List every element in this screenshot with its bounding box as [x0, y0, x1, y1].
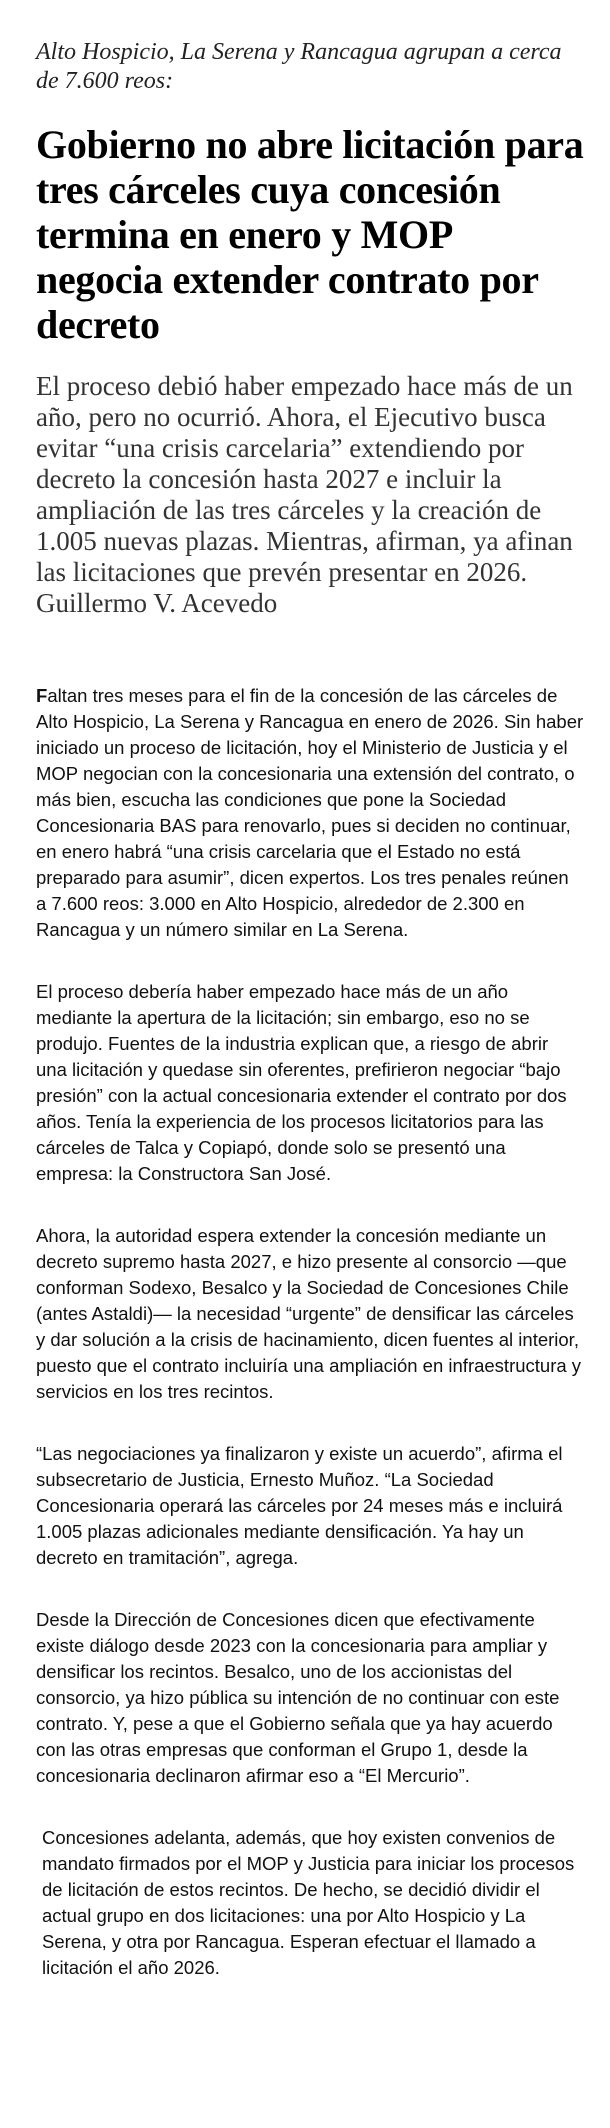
article — [36, 38, 584, 2017]
drop-initial: F — [36, 685, 48, 706]
article-kicker: Alto Hospicio, La Serena y Rancagua agrupan a cerca de 7.600 reos: — [36, 39, 562, 94]
article-headline: Gobierno no abre licitación para tres cárceles cuya concesión termina en enero y MOP negocia extender contrato por decreto — [36, 122, 584, 347]
body-paragraph-2: El proceso debería haber empezado hace más de un año mediante la apertura de la licitación; sin embargo, eso no se produjo. Fuentes de la industria explican que, a riesgo de abrir una licitación y quedase sin oferentes, prefirieron negociar “bajo presión” con la actual concesionaria extender el contrato por dos años. Tenía la experiencia de los procesos licitatorios para las cárceles de Talca y Copiapó, donde solo se presentó una empresa: la Constructora San José. — [36, 981, 567, 1184]
article-body — [36, 683, 584, 1981]
body-paragraph-5: Desde la Dirección de Concesiones dicen que efectivamente existe diálogo desde 2023 con la concesionaria para ampliar y densificar los recintos. Besalco, uno de los accionistas del consorcio, ya hizo pública su intención de no continuar con este contrato. Y, pese a que el Gobierno señala que ya hay acuerdo con las otras empresas que conforman el Grupo 1, desde la concesionaria declinaron afirmar eso a “El Mercurio”. — [36, 1609, 560, 1786]
article-deck: El proceso debió haber empezado hace más de un año, pero no ocurrió. Ahora, el Ejecutivo busca evitar “una crisis carcelaria” extendiendo por decreto la concesión hasta 2027 e incluir la ampliación de las tres cárceles y la creación de 1.005 nuevas plazas. Mientras, afirman, ya afinan las licitaciones que prevén presentar en 2026. Guillermo V. Acevedo — [36, 371, 573, 618]
body-paragraph-4: “Las negociaciones ya finalizaron y existe un acuerdo”, afirma el subsecretario de Justicia, Ernesto Muñoz. “La Sociedad Concesionaria operará las cárceles por 24 meses más e incluirá 1.005 plazas adicionales mediante densificación. Ya hay un decreto en tramitación”, agrega. — [36, 1443, 563, 1568]
body-paragraph-1-text: altan tres meses para el fin de la concesión de las cárceles de Alto Hospicio, La Serena y Rancagua en enero de 2026. Sin haber iniciado un proceso de licitación, hoy el Ministerio de Justicia y el MOP negocian con la concesionaria una extensión del contrato, o más bien, escucha las condiciones que pone la Sociedad Concesionaria BAS para renovarlo, pues si deciden no continuar, en enero habrá “una crisis carcelaria que el Estado no está preparado para asumir”, dicen expertos. Los tres penales reúnen a 7.600 reos: 3.000 en Alto Hospicio, alrededor de 2.300 en Rancagua y un número similar en La Serena. — [36, 685, 584, 940]
body-paragraph-6: Concesiones adelanta, además, que hoy existen convenios de mandato firmados por el MOP y Justicia para iniciar los procesos de licitación de estos recintos. De hecho, se decidió dividir el actual grupo en dos licitaciones: una por Alto Hospicio y La Serena, y otra por Rancagua. Esperan efectuar el llamado a licitación el año 2026. — [42, 1827, 575, 1978]
body-paragraph-3: Ahora, la autoridad espera extender la concesión mediante un decreto supremo hasta 2027, e hizo presente al consorcio —que conforman Sodexo, Besalco y la Sociedad de Concesiones Chile (antes Astaldi)— la necesidad “urgente” de densificar las cárceles y dar solución a la crisis de hacinamiento, dicen fuentes al interior, puesto que el contrato incluiría una ampliación en infraestructura y servicios en los tres recintos. — [36, 1225, 582, 1402]
body-paragraph-1 — [36, 683, 584, 943]
